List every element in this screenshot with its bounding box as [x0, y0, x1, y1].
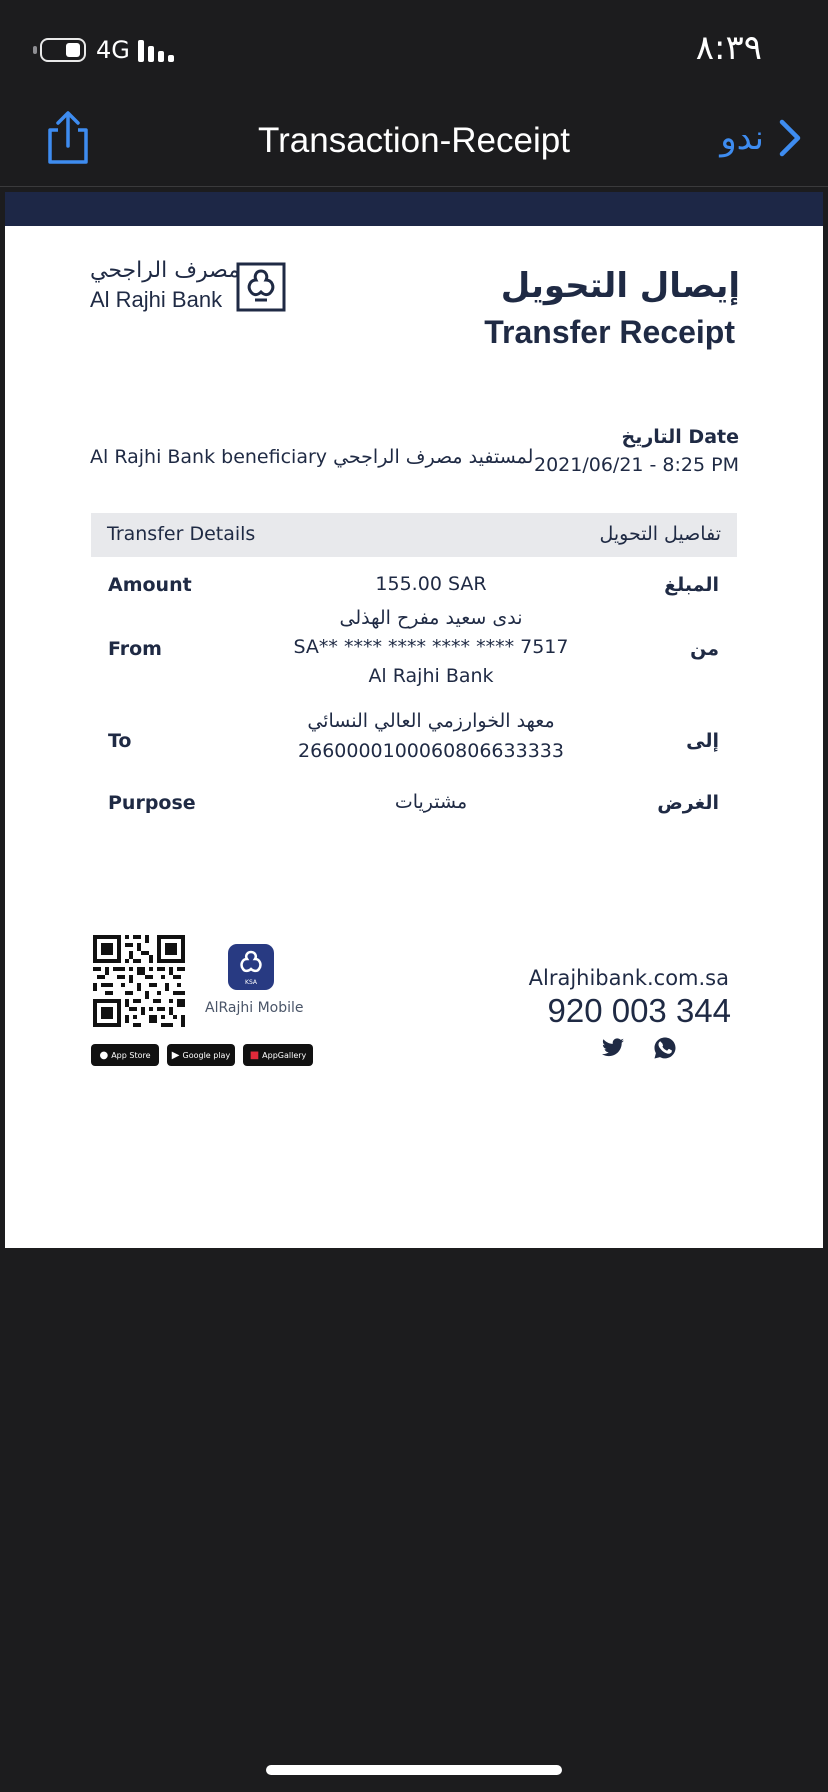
apple-icon: ● — [99, 1049, 109, 1061]
chevron-right-icon — [778, 118, 802, 158]
app-gallery-badge[interactable] — [243, 1044, 313, 1066]
clock: ٨:٣٩ — [695, 28, 762, 68]
header-band — [5, 192, 823, 226]
badge-label: App Store — [111, 1050, 151, 1060]
row-label-ar: المبلغ — [664, 574, 719, 596]
from-name: ندى سعيد مفرح الهذلى — [339, 607, 523, 629]
bank-name-en: Al Rajhi Bank — [90, 287, 223, 312]
amount-value: 155.00 SAR — [375, 573, 487, 595]
badge-label: Google play — [182, 1050, 231, 1060]
row-label-en: To — [108, 730, 132, 752]
purpose-value: مشتريات — [394, 791, 468, 813]
website-link[interactable]: Alrajhibank.com.sa — [528, 966, 729, 990]
bank-logo — [90, 258, 290, 316]
whatsapp-icon[interactable] — [653, 1036, 677, 1060]
battery-level — [66, 43, 80, 57]
row-label-en: Purpose — [108, 792, 196, 814]
app-store-badge[interactable] — [91, 1044, 159, 1066]
from-bank: Al Rajhi Bank — [368, 665, 494, 687]
app-icon[interactable] — [228, 944, 274, 990]
app-logo-icon — [228, 944, 274, 990]
social-links — [601, 1036, 677, 1060]
app-name: AlRajhi Mobile — [205, 1000, 304, 1016]
to-name: معهد الخوارزمي العالي النسائي — [307, 710, 555, 732]
beneficiary-type: Al Rajhi Bank beneficiary لمستفيد مصرف الراجحي — [90, 446, 534, 468]
phone-number[interactable]: 920 003 344 — [547, 992, 731, 1029]
from-iban: SA** **** **** **** **** 7517 — [293, 636, 569, 658]
receipt-title-en: Transfer Receipt — [484, 314, 735, 350]
receipt-document[interactable] — [5, 192, 823, 1248]
status-bar — [0, 0, 828, 96]
qr-code[interactable] — [93, 935, 185, 1027]
battery-icon — [40, 38, 86, 62]
back-button[interactable] — [720, 112, 802, 164]
play-icon: ▶ — [171, 1049, 180, 1061]
home-indicator[interactable] — [266, 1765, 562, 1775]
bank-name-ar: مصرف الراجحي — [90, 258, 241, 283]
row-label-ar: إلى — [686, 730, 719, 752]
details-header-ar: تفاصيل التحويل — [599, 523, 721, 545]
transfer-details-header — [91, 513, 737, 557]
app-icon-text: KSA — [245, 979, 257, 986]
details-header-en: Transfer Details — [107, 523, 256, 545]
receipt-title-ar: إيصال التحويل — [500, 266, 740, 306]
nav-bar — [0, 96, 828, 187]
google-play-badge[interactable] — [167, 1044, 235, 1066]
signal-icon — [138, 38, 178, 62]
date-label: التاريخ Date — [621, 426, 739, 448]
row-label-ar: الغرض — [657, 792, 719, 814]
network-type: 4G — [96, 36, 130, 64]
huawei-icon: ■ — [249, 1049, 260, 1061]
battery-cap — [33, 46, 37, 54]
back-button-label: ندو — [720, 118, 764, 158]
page-title: Transaction-Receipt — [258, 121, 570, 160]
row-label-en: Amount — [108, 574, 192, 596]
to-account: 2660000100060806633333 — [298, 740, 564, 762]
twitter-icon[interactable] — [601, 1036, 625, 1060]
row-label-en: From — [108, 638, 162, 660]
row-label-ar: من — [690, 638, 719, 660]
badge-label: AppGallery — [262, 1050, 307, 1060]
store-badges — [91, 1044, 313, 1066]
date-value: 2021/06/21 - 8:25 PM — [533, 454, 739, 476]
bank-logo-icon — [236, 262, 286, 312]
